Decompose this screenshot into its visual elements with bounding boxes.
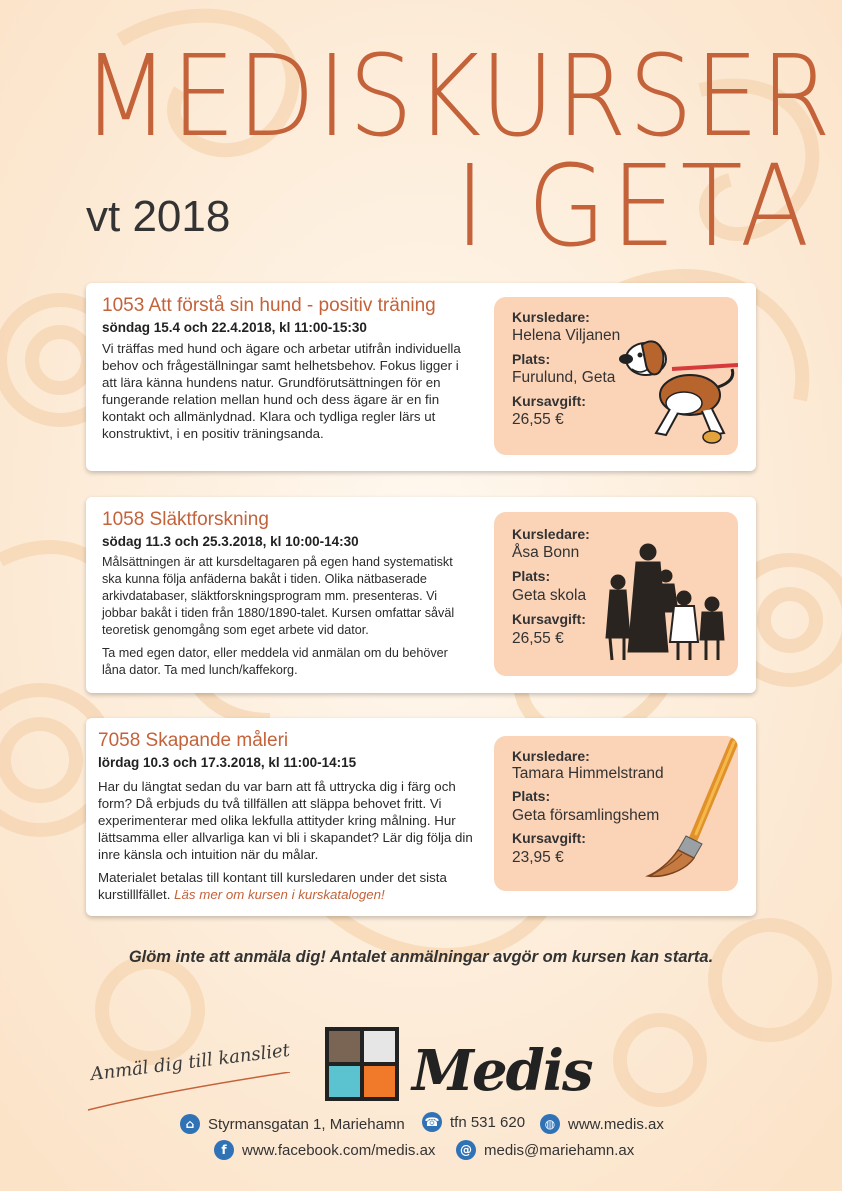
- contact-website[interactable]: [540, 1114, 664, 1134]
- signup-underline: [84, 1072, 294, 1112]
- course-description-text: Har du längtat sedan du var barn att få uttrycka dig i färg och form? Då erbjuds du två tillfällen att släppa behovet fritt. Vi experimenterar med olika lekfulla attityder kring målning. Hur lättsamma eller allvarliga kan vi bli i skapandet? Lär dig följa din inre känsla och intuition när du målar.: [98, 779, 473, 862]
- medis-logo-icon: [325, 1027, 399, 1101]
- leader-label: Kursledare:: [512, 309, 590, 325]
- email-link[interactable]: medis@mariehamn.ax: [484, 1141, 635, 1159]
- email-icon: @: [456, 1140, 476, 1160]
- page-title-location: I GETA: [455, 140, 815, 272]
- course-description: [102, 340, 474, 448]
- course-title: 7058 Skapande måleri: [98, 730, 289, 751]
- facebook-icon: f: [214, 1140, 234, 1160]
- read-more-link[interactable]: Läs mer om kursen i kurskatalogen!: [174, 887, 385, 902]
- course-info-box: [494, 512, 738, 676]
- course-info-box: [494, 736, 738, 891]
- course-title: 1058 Släktforskning: [102, 509, 269, 530]
- fee-label: Kursavgift:: [512, 393, 586, 409]
- fee-value: 26,55 €: [512, 630, 564, 647]
- website-link[interactable]: www.medis.ax: [568, 1115, 664, 1133]
- course-date: lördag 10.3 och 17.3.2018, kl 11:00-14:15: [98, 755, 357, 770]
- course-description: [98, 778, 478, 909]
- place-name: Geta församlingshem: [512, 807, 660, 824]
- address-text: Styrmansgatan 1, Mariehamn: [208, 1115, 405, 1133]
- course-info-box: [494, 297, 738, 455]
- course-title: 1053 Att förstå sin hund - positiv träning: [102, 295, 436, 316]
- registration-reminder: Glöm inte att anmäla dig! Antalet anmälningar avgör om kursen kan starta.: [128, 948, 714, 966]
- term-label: vt 2018: [86, 192, 231, 241]
- place-name: Furulund, Geta: [512, 369, 616, 386]
- signup-text: Anmäl dig till kansliet: [89, 1039, 292, 1086]
- contact-facebook[interactable]: [214, 1140, 435, 1160]
- leader-label: Kursledare:: [512, 748, 590, 764]
- contact-phone: [422, 1112, 525, 1132]
- course-card-7058: [86, 718, 756, 916]
- leader-name: Åsa Bonn: [512, 544, 580, 561]
- home-icon: ⌂: [180, 1114, 200, 1134]
- page-title: MEDISKURSER: [82, 30, 833, 162]
- paintbrush-icon: [644, 738, 738, 888]
- contact-email[interactable]: [456, 1140, 634, 1160]
- course-description-text: Vi träffas med hund och ägare och arbetar utifrån individuella behov och frågeställningar samt helhetsbehov. Fokus ligger i att lära känna hundens natur. Grundförutsättningen för en fungerande relation mellan hund och dess ägare är en fin kontakt och allmänlydnad. Klara och tydliga regler lärs ut konstruktivt, i en positiv träningsanda.: [102, 341, 461, 441]
- phone-icon: ☎: [422, 1112, 442, 1132]
- fee-label: Kursavgift:: [512, 830, 586, 846]
- place-label: Plats:: [512, 351, 551, 367]
- place-name: Geta skola: [512, 587, 587, 604]
- old-family-photo-icon: [598, 542, 734, 666]
- course-card-1053: [86, 283, 756, 471]
- course-description: [102, 554, 474, 685]
- leader-name: Helena Viljanen: [512, 327, 621, 344]
- leader-name: Tamara Himmelstrand: [512, 765, 664, 782]
- phone-text: tfn 531 620: [450, 1113, 526, 1131]
- course-date: söndag 15.4 och 22.4.2018, kl 11:00-15:30: [102, 320, 367, 335]
- dog-icon: [612, 325, 738, 447]
- course-card-1058: [86, 497, 756, 693]
- globe-icon: ◍: [540, 1114, 560, 1134]
- place-label: Plats:: [512, 568, 551, 584]
- fee-label: Kursavgift:: [512, 611, 586, 627]
- course-description-text: Målsättningen är att kursdeltagaren på egen hand systematiskt ska kunna följa anfäderna bakåt i tiden. Olika nätbaserade arkivdatabaser, släktforskningsprogram mm. presenteras. Vi jobbar bakåt i tiden från 1880/1890-talet. Kursen omfattar såväl teoretisk genomgång som eget arbete vid dator.: [102, 555, 455, 637]
- leader-label: Kursledare:: [512, 526, 590, 542]
- contact-address: [180, 1114, 405, 1134]
- material-note: Materialet betalas till kontant till kursledaren under det sista kurstilllfället.: [98, 870, 447, 902]
- fee-value: 26,55 €: [512, 411, 564, 428]
- course-description-note: Ta med egen dator, eller meddela vid anmälan om du behöver låna dator. Ta med lunch/kaffekorg.: [102, 646, 448, 677]
- fee-value: 23,95 €: [512, 849, 564, 866]
- place-label: Plats:: [512, 788, 551, 804]
- course-description-note: [98, 869, 478, 903]
- medis-logo-text: Medis: [412, 1038, 592, 1104]
- course-date: södag 11.3 och 25.3.2018, kl 10:00-14:30: [102, 534, 359, 549]
- facebook-link[interactable]: www.facebook.com/medis.ax: [242, 1141, 436, 1159]
